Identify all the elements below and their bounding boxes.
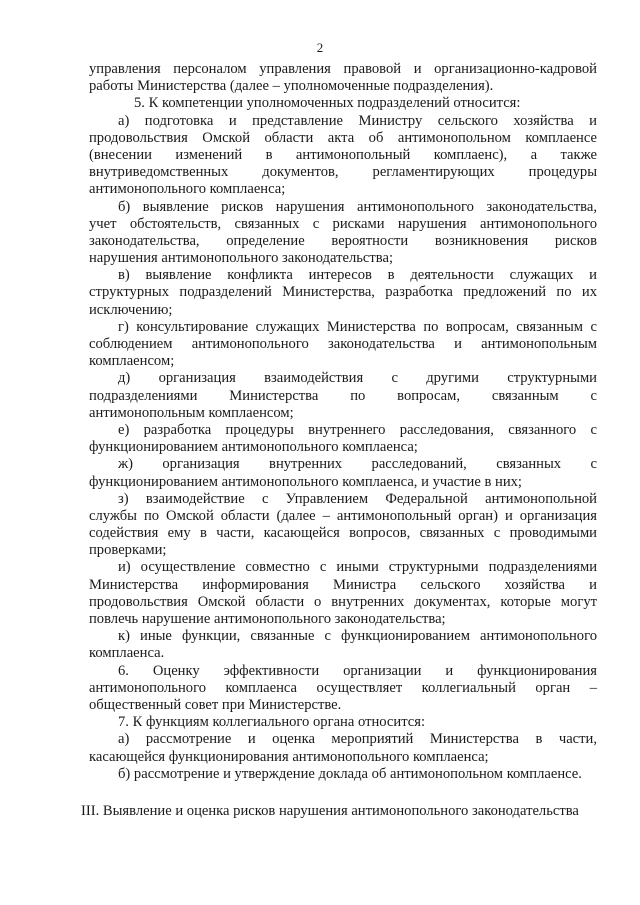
text-line: исключению; [89,301,173,318]
paragraph-p5b [89,199,597,268]
text-line: к) иные функции, связанные с функционированием антимонопольного [118,628,597,645]
paragraph-p7a [89,731,597,765]
text-line: 6. Оценку эффективности организации и функционирования [118,662,597,679]
text-line: учет обстоятельств, связанных с рисками нарушения антимонопольного [89,215,597,232]
section-heading: III. Выявление и оценка рисков нарушения антимонопольного законодательства [81,803,579,819]
text-line: 5. К компетенции уполномоченных подразделений относится: [134,95,521,112]
text-line: работы Министерства (далее – уполномоченные подразделения). [89,78,494,95]
text-line: в) выявление конфликта интересов в деятельности служащих и [118,267,597,284]
paragraph-p5v [89,267,597,319]
paragraph-p7 [89,714,597,731]
text-line: г) консультирование служащих Министерства по вопросам, связанным с [118,318,597,335]
text-line: антимонопольным комплаенсом; [89,404,294,421]
paragraph-p6 [89,663,597,715]
text-line: функционированием антимонопольного комплаенса; [89,439,418,456]
text-line: антимонопольного комплаенса; [89,181,286,198]
paragraph-p5i [89,559,597,628]
text-line: и) осуществление совместно с иными структурными подразделениями [118,559,597,576]
text-line: содействия ему в части, касающейся вопросов, связанных с проводимыми [89,525,597,542]
text-line: комплаенса. [89,645,165,662]
text-line: б) выявление рисков нарушения антимонопольного законодательства, [118,198,597,215]
text-line: а) рассмотрение и оценка мероприятий Министерства в части, [118,731,597,748]
text-line: повлечь нарушение антимонопольного законодательства; [89,611,446,627]
text-line: б) рассмотрение и утверждение доклада об антимонопольном комплаенсе. [118,765,582,782]
text-line: комплаенсом; [89,353,175,370]
paragraph-p5 [89,95,597,112]
text-line: продовольствия Омской области о внутренних документах, которые могут [89,593,597,610]
paragraph-p5z [89,491,597,560]
text-line: антимонопольного комплаенса осуществляет коллегиальный орган – [89,679,597,696]
document-body [89,61,597,783]
text-line: соблюдением антимонопольного законодательства и антимонопольным [89,336,597,352]
text-line: д) организация взаимодействия с другими структурными [118,370,597,387]
text-line: касающейся функционирования антимонопольного комплаенса; [89,748,489,765]
text-line: проверками; [89,542,167,559]
text-line: а) подготовка и представление Министру сельского хозяйства и [118,112,597,129]
paragraph-p7b [89,766,597,783]
text-line: е) разработка процедуры внутреннего расследования, связанного с [118,421,597,438]
text-line: Министерства информирования Министра сельского хозяйства и [89,576,597,593]
text-line: нарушения антимонопольного законодательства; [89,250,394,267]
text-line: ж) организация внутренних расследований, связанных с [118,456,597,473]
paragraph-p-cont [89,61,597,95]
text-line: структурных подразделений Министерства, разработка предложений по их [89,284,597,301]
paragraph-p5zh [89,456,597,490]
paragraph-p5k [89,628,597,662]
text-line: з) взаимодействие с Управлением Федеральной антимонопольной [118,490,597,507]
text-line: службы по Омской области (далее – антимонопольный орган) и организация [89,507,597,524]
text-line: подразделениями Министерства по вопросам, связанным с [89,387,597,404]
paragraph-p5d [89,370,597,422]
text-line: внутриведомственных документов, регламентирующих процедуры [89,164,597,181]
text-line: продовольствия Омской области акта об антимонопольном комплаенсе [89,129,597,146]
text-line: общественный совет при Министерстве. [89,696,342,713]
text-line: 7. К функциям коллегиального органа относится: [118,714,426,731]
text-line: законодательства, определение вероятности возникновения рисков [89,232,597,249]
paragraph-p5g [89,319,597,371]
page-number: 2 [316,40,324,55]
text-line: управления персоналом управления правовой и организационно-кадровой [89,61,597,77]
paragraph-p5e [89,422,597,456]
text-line: функционированием антимонопольного комплаенса, и участие в них; [89,473,522,490]
text-line: (внесении изменений в антимонопольный комплаенс), а также [89,146,597,163]
paragraph-p5a [89,113,597,199]
